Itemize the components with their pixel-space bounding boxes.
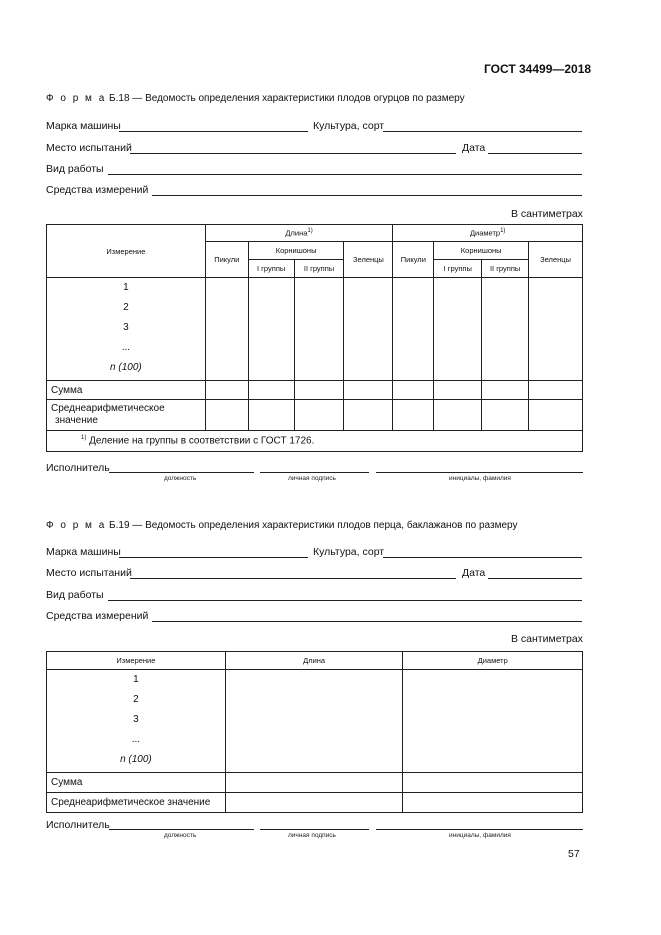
data-cell[interactable] [482, 278, 529, 381]
form18-machine-label: Марка машины [46, 120, 121, 132]
data-cell[interactable] [529, 278, 583, 381]
form18-executor-label: Исполнитель [46, 462, 110, 474]
row-labels [47, 670, 226, 773]
form19-executor-label: Исполнитель [46, 819, 110, 831]
form19-place-label: Место испытаний [46, 567, 132, 579]
row-sum: Сумма [47, 773, 226, 793]
table-footnote [47, 431, 583, 452]
col-measure-header: Измерение [47, 652, 226, 670]
sum-cell[interactable] [344, 381, 393, 400]
form18-date-field[interactable] [488, 153, 582, 154]
row-label: 3 [133, 714, 139, 725]
form18-title-rest: Б.18 — Ведомость определения характеристики плодов огурцов по размеру [106, 93, 465, 104]
col-diameter-header [393, 225, 583, 242]
mean-cell[interactable] [344, 400, 393, 431]
data-cell[interactable] [225, 670, 403, 773]
sum-cell[interactable] [529, 381, 583, 400]
form19-instruments-field[interactable] [152, 621, 582, 622]
form18-instruments-field[interactable] [152, 195, 582, 196]
col-group2: II группы [294, 260, 344, 278]
form19-culture-label: Культура, сорт [313, 546, 385, 558]
form19-place-field[interactable] [130, 578, 456, 579]
sum-cell[interactable] [205, 381, 248, 400]
footnote-mark: 1) [307, 228, 313, 235]
col-greens: Зеленцы [529, 242, 583, 278]
row-label: 1 [133, 674, 139, 685]
col-group1: I группы [248, 260, 294, 278]
sum-cell[interactable] [482, 381, 529, 400]
form19-position-field[interactable] [109, 829, 254, 830]
form18-units: В сантиметрах [511, 208, 583, 220]
col-group1: I группы [434, 260, 482, 278]
sum-cell[interactable] [393, 381, 434, 400]
footnote-mark: 1) [81, 435, 87, 442]
row-mean [47, 400, 206, 431]
form18-position-field[interactable] [109, 472, 254, 473]
col-length-header: Длина [225, 652, 403, 670]
sum-cell[interactable] [225, 773, 403, 793]
form19-table [46, 651, 583, 813]
mean-cell[interactable] [225, 793, 403, 813]
mean-cell[interactable] [434, 400, 482, 431]
row-labels [47, 278, 206, 381]
form19-caption-position: должность [164, 832, 197, 839]
sum-cell[interactable] [434, 381, 482, 400]
row-label: 3 [123, 322, 129, 333]
form18-place-field[interactable] [130, 153, 456, 154]
footnote-mark: 1) [500, 228, 506, 235]
form19-name-field[interactable] [376, 829, 583, 830]
col-greens: Зеленцы [344, 242, 393, 278]
row-label: 2 [133, 694, 139, 705]
sum-cell[interactable] [403, 773, 583, 793]
standard-number: ГОСТ 34499—2018 [484, 62, 592, 76]
form19-title [46, 520, 517, 531]
row-mean-line2: значение [55, 415, 98, 426]
form19-work-label: Вид работы [46, 589, 104, 601]
form18-name-field[interactable] [376, 472, 583, 473]
form18-table [46, 224, 583, 452]
col-group2: II группы [482, 260, 529, 278]
sum-cell[interactable] [294, 381, 344, 400]
form18-title-prefix: Ф о р м а [46, 93, 107, 104]
form19-title-prefix: Ф о р м а [46, 520, 107, 531]
form18-caption-position: должность [164, 475, 197, 482]
mean-cell[interactable] [403, 793, 583, 813]
page-number: 57 [568, 848, 580, 860]
form18-title [46, 93, 465, 104]
form19-machine-field[interactable] [119, 557, 308, 558]
data-cell[interactable] [294, 278, 344, 381]
row-label: ... [121, 342, 131, 353]
form18-machine-field[interactable] [119, 131, 308, 132]
col-measure-header: Измерение [47, 225, 206, 278]
col-length-label: Длина [285, 228, 308, 238]
form18-place-label: Место испытаний [46, 142, 132, 154]
mean-cell[interactable] [393, 400, 434, 431]
mean-cell[interactable] [248, 400, 294, 431]
form18-work-field[interactable] [108, 174, 582, 175]
col-diameter-label: Диаметр [469, 228, 501, 238]
form19-work-field[interactable] [108, 600, 582, 601]
row-label: 2 [123, 302, 129, 313]
form18-culture-label: Культура, сорт [313, 120, 385, 132]
data-cell[interactable] [205, 278, 248, 381]
form19-instruments-label: Средства измерений [46, 610, 149, 622]
form19-date-field[interactable] [488, 578, 582, 579]
form19-culture-field[interactable] [383, 557, 582, 558]
form19-machine-label: Марка машины [46, 546, 121, 558]
data-cell[interactable] [403, 670, 583, 773]
form18-date-label: Дата [462, 142, 486, 154]
row-mean-line1: Среднеарифметическое [51, 403, 165, 414]
form19-units: В сантиметрах [511, 633, 583, 645]
data-cell[interactable] [248, 278, 294, 381]
col-diameter-header: Диаметр [403, 652, 583, 670]
mean-cell[interactable] [482, 400, 529, 431]
form18-culture-field[interactable] [383, 131, 582, 132]
col-pickles: Пикули [393, 242, 434, 278]
footnote-text: Деление на группы в соответствии с ГОСТ 1726. [86, 435, 315, 447]
form19-title-rest: Б.19 — Ведомость определения характеристики плодов перца, баклажанов по размеру [106, 520, 518, 531]
data-cell[interactable] [434, 278, 482, 381]
mean-cell[interactable] [205, 400, 248, 431]
row-label: 1 [123, 282, 129, 293]
form18-signature-field[interactable] [260, 472, 369, 473]
row-label: n (100) [110, 362, 142, 373]
col-pickles: Пикули [205, 242, 248, 278]
form18-instruments-label: Средства измерений [46, 184, 149, 196]
form19-caption-name: инициалы, фамилия [449, 832, 511, 839]
data-cell[interactable] [344, 278, 393, 381]
row-mean: Среднеарифметическое значение [47, 793, 226, 813]
data-cell[interactable] [393, 278, 434, 381]
col-length-header [205, 225, 393, 242]
mean-cell[interactable] [529, 400, 583, 431]
row-label: n (100) [120, 754, 152, 765]
form19-date-label: Дата [462, 567, 486, 579]
form18-work-label: Вид работы [46, 163, 104, 175]
form19-caption-signature: личная подпись [288, 832, 336, 839]
col-gherkins: Корнишоны [248, 242, 344, 260]
sum-cell[interactable] [248, 381, 294, 400]
form18-caption-signature: личная подпись [288, 475, 336, 482]
row-sum: Сумма [47, 381, 206, 400]
form19-signature-field[interactable] [260, 829, 369, 830]
mean-cell[interactable] [294, 400, 344, 431]
form18-caption-name: инициалы, фамилия [449, 475, 511, 482]
row-label: ... [131, 734, 141, 745]
col-gherkins: Корнишоны [434, 242, 529, 260]
